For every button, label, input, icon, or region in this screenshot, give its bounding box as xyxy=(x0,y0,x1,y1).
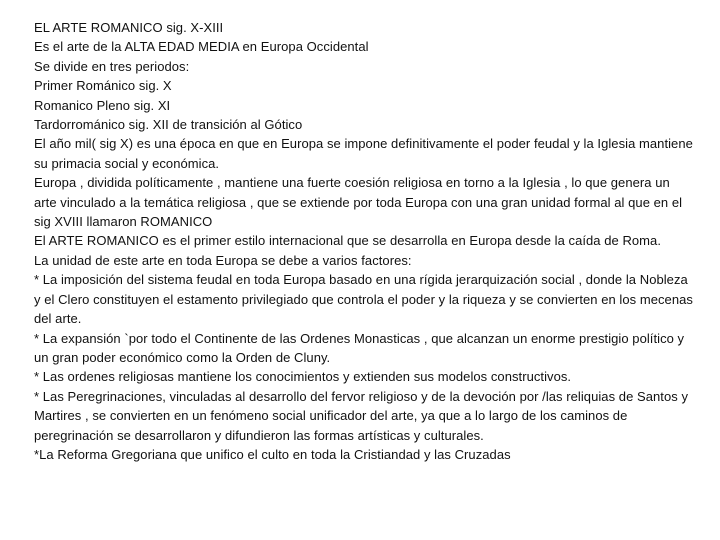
factor-item: * Las ordenes religiosas mantiene los conocimientos y extienden sus modelos constructivos. xyxy=(34,369,572,385)
paragraph-international-style: El ARTE ROMANICO es el primer estilo internacional que se desarrolla en Europa desde la caída de Roma. xyxy=(34,233,661,249)
period-item: Primer Románico sig. X xyxy=(34,78,172,94)
paragraph-europe: Europa , dividida políticamente , mantiene una fuerte coesión religiosa en torno a la Iglesia , lo que genera un arte vinculado a la temática religiosa , que se extiende por toda Europa con una gran unidad formal al que en el sig XVIII llamaron ROMANICO xyxy=(34,175,683,230)
paragraph-factors: La unidad de este arte en toda Europa se debe a varios factores: xyxy=(34,252,412,268)
paragraph-periods: Se divide en tres periodos: xyxy=(34,58,190,74)
factor-item: *La Reforma Gregoriana que unifico el culto en toda la Cristiandad y las Cruzadas xyxy=(34,446,511,462)
document-title: EL ARTE ROMANICO sig. X-XIII xyxy=(34,20,224,35)
factor-item: * La expansión `por todo el Continente de las Ordenes Monasticas , que alcanzan un enorme prestigio político y un gran poder económico como la Orden de Cluny. xyxy=(34,330,685,365)
factor-item: * La imposición del sistema feudal en toda Europa basado en una rígida jerarquización social , donde la Nobleza y el Clero constituyen el estamento privilegiado que controla el poder y la riqueza y se convierten en los mecenas del arte. xyxy=(34,272,693,327)
period-item: Tardorrománico sig. XII de transición al Gótico xyxy=(34,117,303,133)
paragraph-year-1000: El año mil( sig X) es una época en que en Europa se impone definitivamente el poder feudal y la Iglesia mantiene su primacia social y económica. xyxy=(34,136,693,171)
document-body xyxy=(34,18,694,464)
paragraph-intro: Es el arte de la ALTA EDAD MEDIA en Europa Occidental xyxy=(34,39,369,55)
factor-item: * Las Peregrinaciones, vinculadas al desarrollo del fervor religioso y de la devoción por /las reliquias de Santos y Martires , se convierten en un fenómeno social unificador del arte, ya que a lo largo de los caminos de peregrinación se desarrollaron y difundieron las formas artísticas y culturales. xyxy=(34,388,688,443)
period-item: Romanico Pleno sig. XI xyxy=(34,97,171,113)
